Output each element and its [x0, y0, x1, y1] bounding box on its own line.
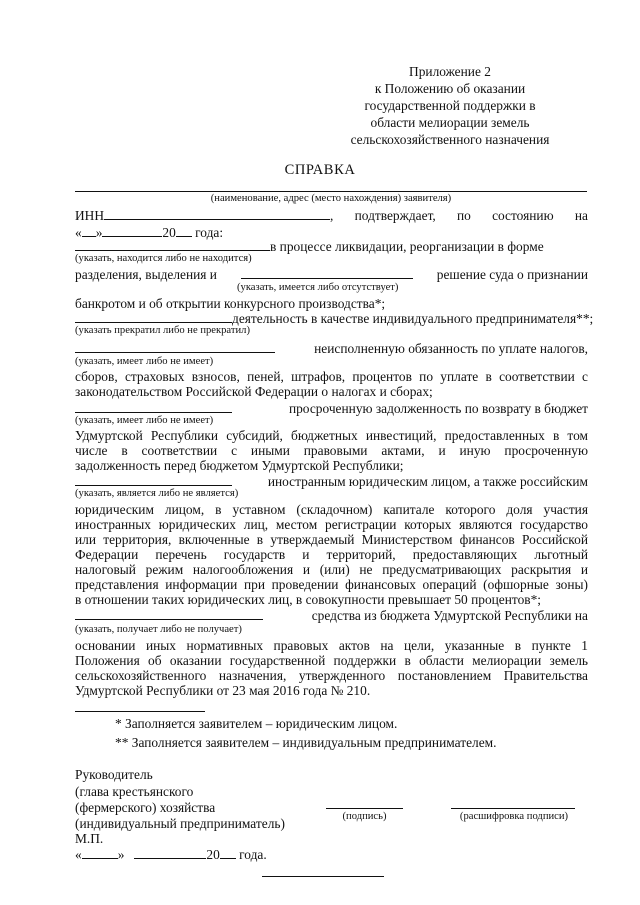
document-title: СПРАВКА — [284, 162, 356, 178]
overdue-line: просроченную задолженность по возврату в бюджет — [75, 401, 588, 416]
entrepreneur-caption: (указать прекратил либо не прекратил) — [75, 325, 250, 336]
signature-decode-blank[interactable] — [451, 808, 575, 809]
inn-line: ИНН , подтверждает, по состоянию на — [75, 208, 588, 223]
footnote-legal-entity: * Заполняется заявителем – юридическим лицом. — [115, 716, 398, 731]
signature-month-blank[interactable] — [134, 847, 206, 859]
bankrupt-line: банкротом и об открытии конкурсного производства*; — [75, 296, 386, 311]
bottom-divider — [262, 876, 384, 877]
signature-date-line: « » 20 года. — [75, 847, 267, 862]
date-month-blank[interactable] — [102, 225, 162, 237]
date-line: « » 20 года: — [75, 225, 224, 240]
foreign-blank[interactable] — [75, 474, 232, 486]
foreign-text: иностранных юридических лиц, местом регистрации которых являются государство — [75, 517, 588, 532]
appendix-title: Приложение 2 — [409, 64, 491, 79]
budget-text: Удмуртской Республики от 23 мая 2016 года № 210. — [75, 683, 371, 698]
appendix-line: государственной поддержки в — [364, 98, 536, 113]
budget-line: средства из бюджета Удмуртской Республики на — [75, 608, 588, 623]
appendix-line: к Положению об оказании — [374, 81, 526, 96]
inn-label: ИНН — [75, 208, 105, 223]
date-year-blank[interactable] — [176, 225, 192, 237]
budget-blank[interactable] — [75, 608, 263, 620]
foreign-line: иностранным юридическим лицом, а также российским — [75, 474, 588, 489]
budget-text: сельскохозяйственного назначения, утвержденного постановлением Правительства — [75, 668, 588, 683]
appendix-line: области мелиорации земель — [370, 115, 530, 130]
separation-caption: (указать, имеется либо отсутствует) — [237, 282, 399, 293]
footnote-entrepreneur: ** Заполняется заявителем – индивидуальным предпринимателем. — [115, 735, 497, 750]
liquidation-caption: (указать, находится либо не находится) — [75, 253, 252, 264]
appendix-line: сельскохозяйственного назначения — [350, 132, 550, 147]
overdue-text: числе в соответствии с иными правовыми актами, и иную просроченную — [75, 443, 588, 458]
taxes-caption: (указать, имеет либо не имеет) — [75, 356, 214, 367]
foreign-text: Федерации перечень государств и территорий, предоставляющих льготный — [75, 547, 588, 562]
applicant-caption: (наименование, адрес (место нахождения) заявителя) — [210, 193, 452, 204]
foreign-text: представления информации при проведении финансовых операций (офшорные зоны) — [75, 577, 588, 592]
signature-year-blank[interactable] — [220, 847, 236, 859]
signature-caption: (подпись) — [342, 811, 387, 822]
foreign-text: или территория, включенные в утверждаемый Министерством финансов Российской — [75, 532, 588, 547]
taxes-line: неисполненную обязанность по уплате налогов, — [75, 341, 588, 356]
footnote-divider — [75, 711, 205, 712]
foreign-text: в отношении таких юридических лиц, в совокупности превышает 50 процентов*; — [75, 592, 542, 607]
separation-blank[interactable] — [241, 267, 413, 279]
budget-caption: (указать, получает либо не получает) — [75, 624, 242, 635]
liquidation-blank[interactable] — [75, 239, 270, 251]
liquidation-line: в процессе ликвидации, реорганизации в форме — [75, 239, 588, 254]
signature-blank[interactable] — [326, 808, 403, 809]
signature-title: Руководитель — [75, 767, 153, 782]
applicant-blank[interactable] — [75, 191, 587, 192]
overdue-text: задолженность перед бюджетом Удмуртской Республики; — [75, 458, 404, 473]
inn-blank[interactable] — [104, 208, 330, 220]
overdue-caption: (указать, имеет либо не имеет) — [75, 415, 214, 426]
foreign-caption: (указать, является либо не является) — [75, 488, 239, 499]
signature-decode-caption: (расшифровка подписи) — [459, 811, 569, 822]
entrepreneur-blank[interactable] — [75, 311, 232, 323]
overdue-blank[interactable] — [75, 401, 232, 413]
signature-title: (индивидуальный предприниматель) — [75, 816, 285, 831]
taxes-text: законодательством Российской Федерации о налогах и сборах; — [75, 384, 433, 399]
taxes-blank[interactable] — [75, 341, 275, 353]
signature-title: (фермерского) хозяйства — [75, 800, 216, 815]
signature-day-blank[interactable] — [82, 847, 118, 859]
budget-text: основании иных нормативных правовых актов на цели, указанные в пункте 1 — [75, 638, 588, 653]
foreign-text: юридическим лицом, в уставном (складочном) капитале которого доля участия — [75, 502, 588, 517]
overdue-text: Удмуртской Республики субсидий, бюджетных инвестиций, предоставленных в том — [75, 428, 588, 443]
budget-text: Положения об оказании государственной поддержки в области мелиорации земель — [75, 653, 588, 668]
date-day-blank[interactable] — [82, 225, 96, 237]
separation-line: разделения, выделения и решение суда о признании — [75, 267, 588, 282]
taxes-text: сборов, страховых взносов, пеней, штрафов, процентов по уплате в соответствии с — [75, 369, 588, 384]
stamp-label: М.П. — [75, 831, 104, 846]
entrepreneur-line: деятельность в качестве индивидуального предпринимателя**; — [75, 311, 588, 326]
foreign-text: налоговый режим налогообложения и (или) не предусматривающих раскрытия и — [75, 562, 588, 577]
signature-title: (глава крестьянского — [75, 784, 194, 799]
